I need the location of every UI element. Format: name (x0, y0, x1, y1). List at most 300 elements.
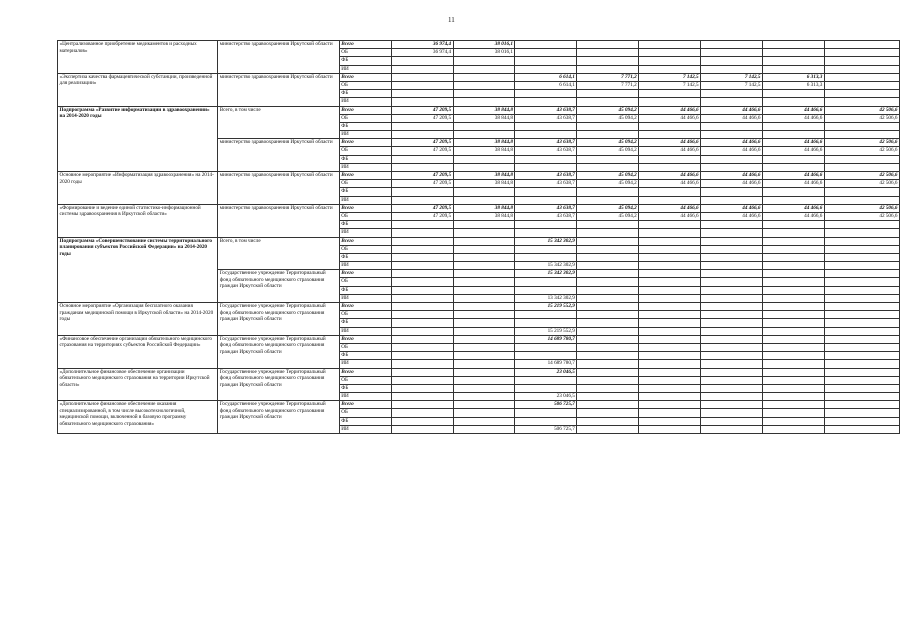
funding-source-cell: Всего (339, 270, 391, 278)
amount-cell (515, 229, 577, 237)
amount-cell (515, 41, 577, 49)
amount-cell (577, 327, 639, 335)
amount-cell (391, 229, 453, 237)
table-row (58, 401, 900, 409)
amount-cell (824, 49, 899, 57)
amount-cell (453, 319, 515, 327)
amount-cell (391, 237, 453, 245)
amount-cell (639, 360, 701, 368)
funding-source-cell: ФБ (339, 122, 391, 130)
amount-cell: 38 844,8 (453, 172, 515, 180)
amount-cell (453, 229, 515, 237)
amount-cell (577, 311, 639, 319)
amount-cell (639, 278, 701, 286)
funding-source-cell: ИИ (339, 294, 391, 302)
amount-cell (701, 384, 763, 392)
amount-cell (824, 368, 899, 376)
item-name-cell: «Дополнительное финансовое обеспечение организации обязательного медицинского страхования на территории Иркутской области» (58, 368, 218, 401)
amount-cell (391, 327, 453, 335)
amount-cell: 44 466,6 (639, 172, 701, 180)
amount-cell: 44 466,6 (762, 180, 824, 188)
amount-cell: 15 219 552,9 (515, 327, 577, 335)
amount-cell (453, 81, 515, 89)
amount-cell (639, 245, 701, 253)
amount-cell (639, 98, 701, 106)
amount-cell (762, 425, 824, 433)
amount-cell: 506 725,7 (515, 425, 577, 433)
page-number: 11 (448, 16, 455, 24)
amount-cell (639, 319, 701, 327)
amount-cell (762, 409, 824, 417)
amount-cell: 7 771,2 (577, 73, 639, 81)
amount-cell (701, 49, 763, 57)
amount-cell (762, 384, 824, 392)
amount-cell (824, 319, 899, 327)
amount-cell (824, 155, 899, 163)
amount-cell (391, 122, 453, 130)
amount-cell: 45 094,2 (577, 114, 639, 122)
amount-cell: 38 844,8 (453, 204, 515, 212)
amount-cell (639, 221, 701, 229)
amount-cell (824, 425, 899, 433)
amount-cell (762, 278, 824, 286)
amount-cell (453, 360, 515, 368)
amount-cell (762, 229, 824, 237)
amount-cell (391, 98, 453, 106)
amount-cell (515, 245, 577, 253)
amount-cell (762, 335, 824, 343)
amount-cell: 44 466,6 (701, 147, 763, 155)
funding-source-cell: Всего (339, 41, 391, 49)
amount-cell (515, 376, 577, 384)
table-row (58, 335, 900, 343)
amount-cell (824, 253, 899, 261)
executor-cell: министерство здравоохранения Иркутской области (218, 73, 340, 106)
amount-cell: 43 638,7 (515, 114, 577, 122)
amount-cell (701, 294, 763, 302)
amount-cell: 45 094,2 (577, 172, 639, 180)
amount-cell (639, 155, 701, 163)
amount-cell (824, 417, 899, 425)
amount-cell (701, 417, 763, 425)
amount-cell (639, 303, 701, 311)
amount-cell (824, 65, 899, 73)
amount-cell (639, 425, 701, 433)
funding-source-cell: ИИ (339, 327, 391, 335)
amount-cell: 44 466,6 (762, 204, 824, 212)
funding-source-cell: ОБ (339, 180, 391, 188)
amount-cell: 38 844,8 (453, 147, 515, 155)
amount-cell (515, 196, 577, 204)
amount-cell: 42 506,6 (824, 180, 899, 188)
amount-cell (515, 253, 577, 261)
amount-cell (515, 155, 577, 163)
amount-cell (391, 376, 453, 384)
amount-cell (701, 401, 763, 409)
amount-cell: 44 466,6 (639, 212, 701, 220)
amount-cell (824, 343, 899, 351)
amount-cell: 44 466,6 (762, 172, 824, 180)
amount-cell (577, 155, 639, 163)
funding-source-cell: Всего (339, 172, 391, 180)
amount-cell (577, 303, 639, 311)
amount-cell (515, 286, 577, 294)
amount-cell (824, 163, 899, 171)
amount-cell: 47 209,5 (391, 139, 453, 147)
funding-source-cell: ОБ (339, 343, 391, 351)
amount-cell (391, 417, 453, 425)
amount-cell: 7 142,5 (701, 81, 763, 89)
amount-cell (701, 376, 763, 384)
amount-cell (701, 155, 763, 163)
amount-cell (762, 98, 824, 106)
amount-cell (577, 360, 639, 368)
amount-cell (639, 65, 701, 73)
amount-cell (391, 384, 453, 392)
amount-cell (762, 401, 824, 409)
amount-cell (391, 335, 453, 343)
amount-cell: 44 466,6 (639, 147, 701, 155)
amount-cell (639, 376, 701, 384)
amount-cell (701, 221, 763, 229)
item-name-cell: Основное мероприятие «Организация бесплатного оказания гражданам медицинской помощи в Иркутской области» на 2014-2020 годы (58, 303, 218, 336)
amount-cell (639, 270, 701, 278)
amount-cell (453, 98, 515, 106)
amount-cell (577, 237, 639, 245)
amount-cell (701, 425, 763, 433)
amount-cell (577, 253, 639, 261)
amount-cell (639, 335, 701, 343)
amount-cell (391, 409, 453, 417)
amount-cell (453, 188, 515, 196)
amount-cell (577, 131, 639, 139)
amount-cell (391, 131, 453, 139)
amount-cell (639, 311, 701, 319)
amount-cell (639, 122, 701, 130)
amount-cell: 47 209,5 (391, 204, 453, 212)
amount-cell (515, 65, 577, 73)
amount-cell: 38 844,8 (453, 114, 515, 122)
amount-cell (639, 384, 701, 392)
funding-source-cell: ОБ (339, 114, 391, 122)
amount-cell (453, 90, 515, 98)
amount-cell (453, 327, 515, 335)
amount-cell (453, 384, 515, 392)
funding-source-cell: ОБ (339, 212, 391, 220)
amount-cell: 7 142,5 (701, 73, 763, 81)
executor-cell: Всего, в том числе (218, 106, 340, 139)
amount-cell: 15 342 302,9 (515, 237, 577, 245)
funding-source-cell: ФБ (339, 286, 391, 294)
amount-cell (762, 343, 824, 351)
table-row (58, 368, 900, 376)
item-name-cell: «Централизованное приобретение медикаментов и расходных материалов» (58, 41, 218, 74)
amount-cell (391, 401, 453, 409)
amount-cell (701, 229, 763, 237)
amount-cell (577, 335, 639, 343)
amount-cell: 43 638,7 (515, 106, 577, 114)
amount-cell (453, 253, 515, 261)
amount-cell (701, 319, 763, 327)
funding-source-cell: ИИ (339, 229, 391, 237)
amount-cell (824, 303, 899, 311)
amount-cell (453, 163, 515, 171)
amount-cell: 44 466,6 (701, 106, 763, 114)
amount-cell: 36 974,4 (391, 49, 453, 57)
amount-cell: 44 466,6 (701, 180, 763, 188)
amount-cell: 47 209,5 (391, 106, 453, 114)
amount-cell (453, 122, 515, 130)
amount-cell: 47 209,5 (391, 180, 453, 188)
amount-cell: 13 342 302,9 (515, 294, 577, 302)
amount-cell: 42 506,6 (824, 147, 899, 155)
amount-cell (824, 384, 899, 392)
amount-cell: 15 219 552,9 (515, 303, 577, 311)
amount-cell (762, 376, 824, 384)
executor-cell: Государственное учреждение Территориальный фонд обязательного медицинского страхования граждан Иркутской области (218, 270, 340, 303)
amount-cell (391, 81, 453, 89)
amount-cell: 43 638,7 (515, 204, 577, 212)
amount-cell (515, 278, 577, 286)
amount-cell (453, 221, 515, 229)
executor-cell: министерство здравоохранения Иркутской области (218, 204, 340, 237)
amount-cell: 44 466,6 (762, 114, 824, 122)
amount-cell: 23 046,5 (515, 393, 577, 401)
executor-cell: Государственное учреждение Территориальный фонд обязательного медицинского страхования граждан Иркутской области (218, 335, 340, 368)
amount-cell (515, 417, 577, 425)
amount-cell (701, 303, 763, 311)
amount-cell: 43 638,7 (515, 147, 577, 155)
funding-source-cell: ИИ (339, 98, 391, 106)
amount-cell (762, 303, 824, 311)
amount-cell (701, 41, 763, 49)
table-row (58, 303, 900, 311)
amount-cell: 47 209,5 (391, 147, 453, 155)
amount-cell (515, 319, 577, 327)
amount-cell (577, 425, 639, 433)
amount-cell (762, 90, 824, 98)
amount-cell (762, 221, 824, 229)
amount-cell (577, 270, 639, 278)
amount-cell (391, 286, 453, 294)
amount-cell (391, 155, 453, 163)
amount-cell: 7 142,5 (639, 73, 701, 81)
amount-cell (762, 245, 824, 253)
amount-cell (391, 294, 453, 302)
amount-cell (762, 327, 824, 335)
amount-cell (391, 270, 453, 278)
amount-cell (391, 278, 453, 286)
amount-cell (577, 49, 639, 57)
amount-cell (639, 327, 701, 335)
amount-cell (824, 352, 899, 360)
funding-source-cell: Всего (339, 73, 391, 81)
amount-cell: 42 506,6 (824, 212, 899, 220)
amount-cell (701, 65, 763, 73)
amount-cell (515, 311, 577, 319)
funding-source-cell: Всего (339, 237, 391, 245)
amount-cell (453, 278, 515, 286)
amount-cell: 44 466,6 (701, 172, 763, 180)
funding-source-cell: ОБ (339, 245, 391, 253)
amount-cell (824, 237, 899, 245)
funding-source-cell: Всего (339, 106, 391, 114)
funding-source-cell: ОБ (339, 147, 391, 155)
amount-cell (453, 417, 515, 425)
amount-cell (577, 65, 639, 73)
funding-source-cell: Всего (339, 139, 391, 147)
amount-cell (453, 196, 515, 204)
amount-cell: 38 844,8 (453, 180, 515, 188)
amount-cell: 42 506,6 (824, 204, 899, 212)
amount-cell: 42 506,6 (824, 172, 899, 180)
amount-cell (453, 393, 515, 401)
amount-cell (824, 335, 899, 343)
amount-cell (453, 262, 515, 270)
item-name-cell: Основное мероприятие «Информатизация здравоохранения» на 2014-2020 годы (58, 172, 218, 205)
amount-cell (515, 352, 577, 360)
funding-source-cell: ИИ (339, 425, 391, 433)
amount-cell (453, 73, 515, 81)
amount-cell: 15 342 302,9 (515, 270, 577, 278)
amount-cell: 42 506,6 (824, 114, 899, 122)
amount-cell (577, 393, 639, 401)
funding-source-cell: Всего (339, 204, 391, 212)
amount-cell (453, 286, 515, 294)
amount-cell (515, 409, 577, 417)
amount-cell (824, 270, 899, 278)
amount-cell (701, 393, 763, 401)
amount-cell (391, 90, 453, 98)
amount-cell (762, 368, 824, 376)
amount-cell (577, 368, 639, 376)
item-name-cell: Подпрограмма «Совершенствование системы территориального планирования субъектов Российской Федерации» на 2014-2020 годы (58, 237, 218, 303)
amount-cell (577, 319, 639, 327)
amount-cell (453, 425, 515, 433)
amount-cell (577, 352, 639, 360)
amount-cell (453, 376, 515, 384)
funding-source-cell: ИИ (339, 163, 391, 171)
amount-cell (577, 196, 639, 204)
amount-cell (391, 352, 453, 360)
amount-cell: 6 614,1 (515, 73, 577, 81)
amount-cell (391, 319, 453, 327)
funding-source-cell: ФБ (339, 319, 391, 327)
amount-cell: 44 466,6 (701, 204, 763, 212)
amount-cell (577, 343, 639, 351)
amount-cell (577, 122, 639, 130)
amount-cell (639, 294, 701, 302)
amount-cell: 44 466,6 (762, 147, 824, 155)
amount-cell: 6 313,3 (762, 73, 824, 81)
funding-source-cell: ИИ (339, 196, 391, 204)
amount-cell: 45 094,2 (577, 204, 639, 212)
item-name-cell: «Финансовое обеспечение организации обязательного медицинского страхования на территориях субъектов Российской Федерации» (58, 335, 218, 368)
amount-cell (824, 311, 899, 319)
amount-cell: 45 094,2 (577, 147, 639, 155)
amount-cell (391, 245, 453, 253)
funding-source-cell: ИИ (339, 393, 391, 401)
amount-cell (701, 262, 763, 270)
amount-cell (577, 245, 639, 253)
amount-cell (639, 131, 701, 139)
amount-cell (453, 131, 515, 139)
amount-cell (515, 221, 577, 229)
amount-cell: 7 142,5 (639, 81, 701, 89)
amount-cell (453, 368, 515, 376)
funding-source-cell: Всего (339, 303, 391, 311)
amount-cell (639, 409, 701, 417)
amount-cell (639, 237, 701, 245)
amount-cell (762, 294, 824, 302)
funding-source-cell: ФБ (339, 221, 391, 229)
amount-cell (762, 122, 824, 130)
amount-cell: 44 466,6 (762, 106, 824, 114)
amount-cell (639, 343, 701, 351)
amount-cell (391, 65, 453, 73)
amount-cell: 23 046,5 (515, 368, 577, 376)
amount-cell (762, 253, 824, 261)
amount-cell (762, 311, 824, 319)
amount-cell (701, 90, 763, 98)
executor-cell: Всего, в том числе (218, 237, 340, 270)
amount-cell (762, 360, 824, 368)
executor-cell: министерство здравоохранения Иркутской области (218, 41, 340, 74)
amount-cell (515, 343, 577, 351)
amount-cell: 6 313,3 (762, 81, 824, 89)
amount-cell (762, 270, 824, 278)
amount-cell (515, 188, 577, 196)
amount-cell (762, 57, 824, 65)
amount-cell (577, 286, 639, 294)
amount-cell (391, 253, 453, 261)
amount-cell (639, 253, 701, 261)
amount-cell (577, 221, 639, 229)
amount-cell (762, 49, 824, 57)
amount-cell (391, 196, 453, 204)
executor-cell: Государственное учреждение Территориальный фонд обязательного медицинского страхования граждан Иркутской области (218, 368, 340, 401)
amount-cell (577, 384, 639, 392)
funding-source-cell: ОБ (339, 81, 391, 89)
amount-cell (453, 335, 515, 343)
amount-cell (701, 131, 763, 139)
amount-cell (762, 41, 824, 49)
amount-cell (391, 57, 453, 65)
funding-source-cell: ФБ (339, 90, 391, 98)
amount-cell (639, 401, 701, 409)
amount-cell (453, 294, 515, 302)
amount-cell (639, 41, 701, 49)
item-name-cell: «Формирование и ведение единой статистико-информационной системы здравоохранения в Иркутской области» (58, 204, 218, 237)
amount-cell: 38 016,1 (453, 41, 515, 49)
amount-cell: 44 466,6 (701, 114, 763, 122)
amount-cell (824, 98, 899, 106)
amount-cell (701, 196, 763, 204)
amount-cell (701, 409, 763, 417)
executor-cell: Государственное учреждение Территориальный фонд обязательного медицинского страхования граждан Иркутской области (218, 303, 340, 336)
amount-cell: 14 689 780,7 (515, 360, 577, 368)
amount-cell (824, 376, 899, 384)
table-row (58, 41, 900, 49)
funding-source-cell: ФБ (339, 155, 391, 163)
amount-cell: 44 466,6 (639, 204, 701, 212)
amount-cell (824, 393, 899, 401)
amount-cell (453, 270, 515, 278)
amount-cell (824, 245, 899, 253)
amount-cell (639, 188, 701, 196)
amount-cell (515, 384, 577, 392)
budget-table (57, 40, 900, 434)
